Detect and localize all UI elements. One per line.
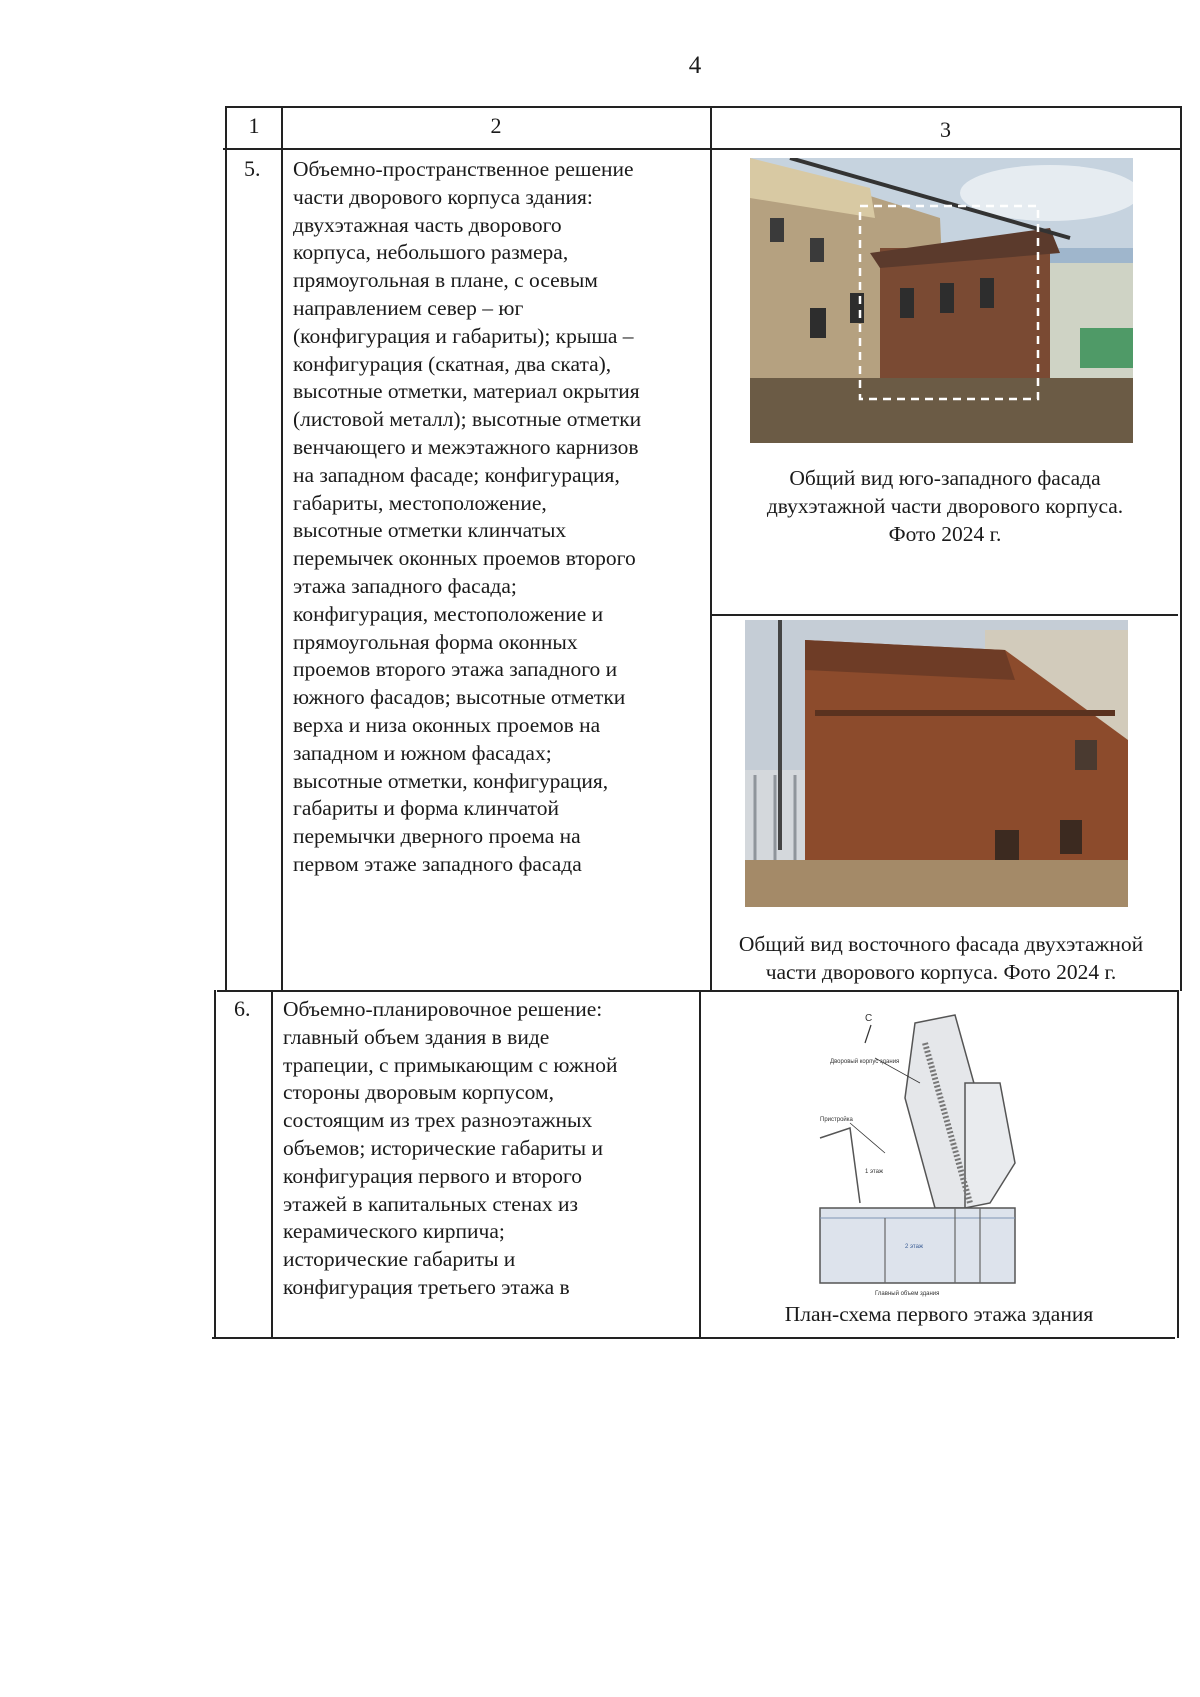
- svg-text:Дворовый корпус здания: Дворовый корпус здания: [830, 1059, 900, 1065]
- caption-floor-plan: План-схема первого этажа здания: [784, 1302, 1094, 1326]
- svg-text:1 этаж: 1 этаж: [865, 1169, 883, 1175]
- row-5-number: 5.: [244, 156, 261, 181]
- header-col-1: 1: [248, 113, 260, 138]
- row-6-description: Объемно-планировочное решение: главный объем здания в виде трапеции, с примыкающим с южной стороны дворовым корпусом, состоящим из трех разноэтажных объемов; исторические габариты и конфигурация первого и второго этажей в капитальных стенах из керамического кирпича; исторические габариты и конфигурация третьего этажа в: [283, 997, 618, 1299]
- header-col-3: 3: [940, 117, 951, 142]
- photo-southwest-facade: [750, 158, 1133, 443]
- row-6-number: 6.: [234, 996, 251, 1021]
- svg-text:С: С: [865, 1013, 873, 1024]
- caption-southwest-facade: Общий вид юго-западного фасада двухэтажной части дворового корпуса. Фото 2024 г.: [766, 466, 1124, 546]
- svg-text:Пристройка: Пристройка: [820, 1117, 853, 1123]
- svg-text:2 этаж: 2 этаж: [905, 1244, 923, 1250]
- svg-text:Главный объем здания: Главный объем здания: [875, 1291, 940, 1297]
- caption-east-facade: Общий вид восточного фасада двухэтажной части дворового корпуса. Фото 2024 г.: [738, 932, 1144, 984]
- row-5-description: Объемно-пространственное решение части дворового корпуса здания: двухэтажная часть дворового корпуса, небольшого размера, прямоугольная в плане, с осевым направлением север – юг (конфигурация и габариты); крыша – конфигурация (скатная, два ската), высотные отметки, материал окрытия (листовой металл); высотные отметки венчающего и межэтажного карнизов на западном фасаде; конфигурация, габариты, местоположение, высотные отметки клинчатых перемычек оконных проемов второго этажа западного фасада; конфигурация, местоположение и прямоугольная форма оконных проемов второго этажа западного и южного фасадов; высотные отметки верха и низа оконных проемов на западном и южном фасадах; высотные отметки, конфигурация, габариты и форма клинчатой перемычки дверного проема на первом этаже западного фасада: [293, 157, 642, 876]
- photo-east-facade: [745, 620, 1128, 907]
- first-floor-plan-drawing: [815, 1003, 1045, 1301]
- header-col-2: 2: [490, 113, 502, 138]
- page-number: 4: [688, 52, 702, 79]
